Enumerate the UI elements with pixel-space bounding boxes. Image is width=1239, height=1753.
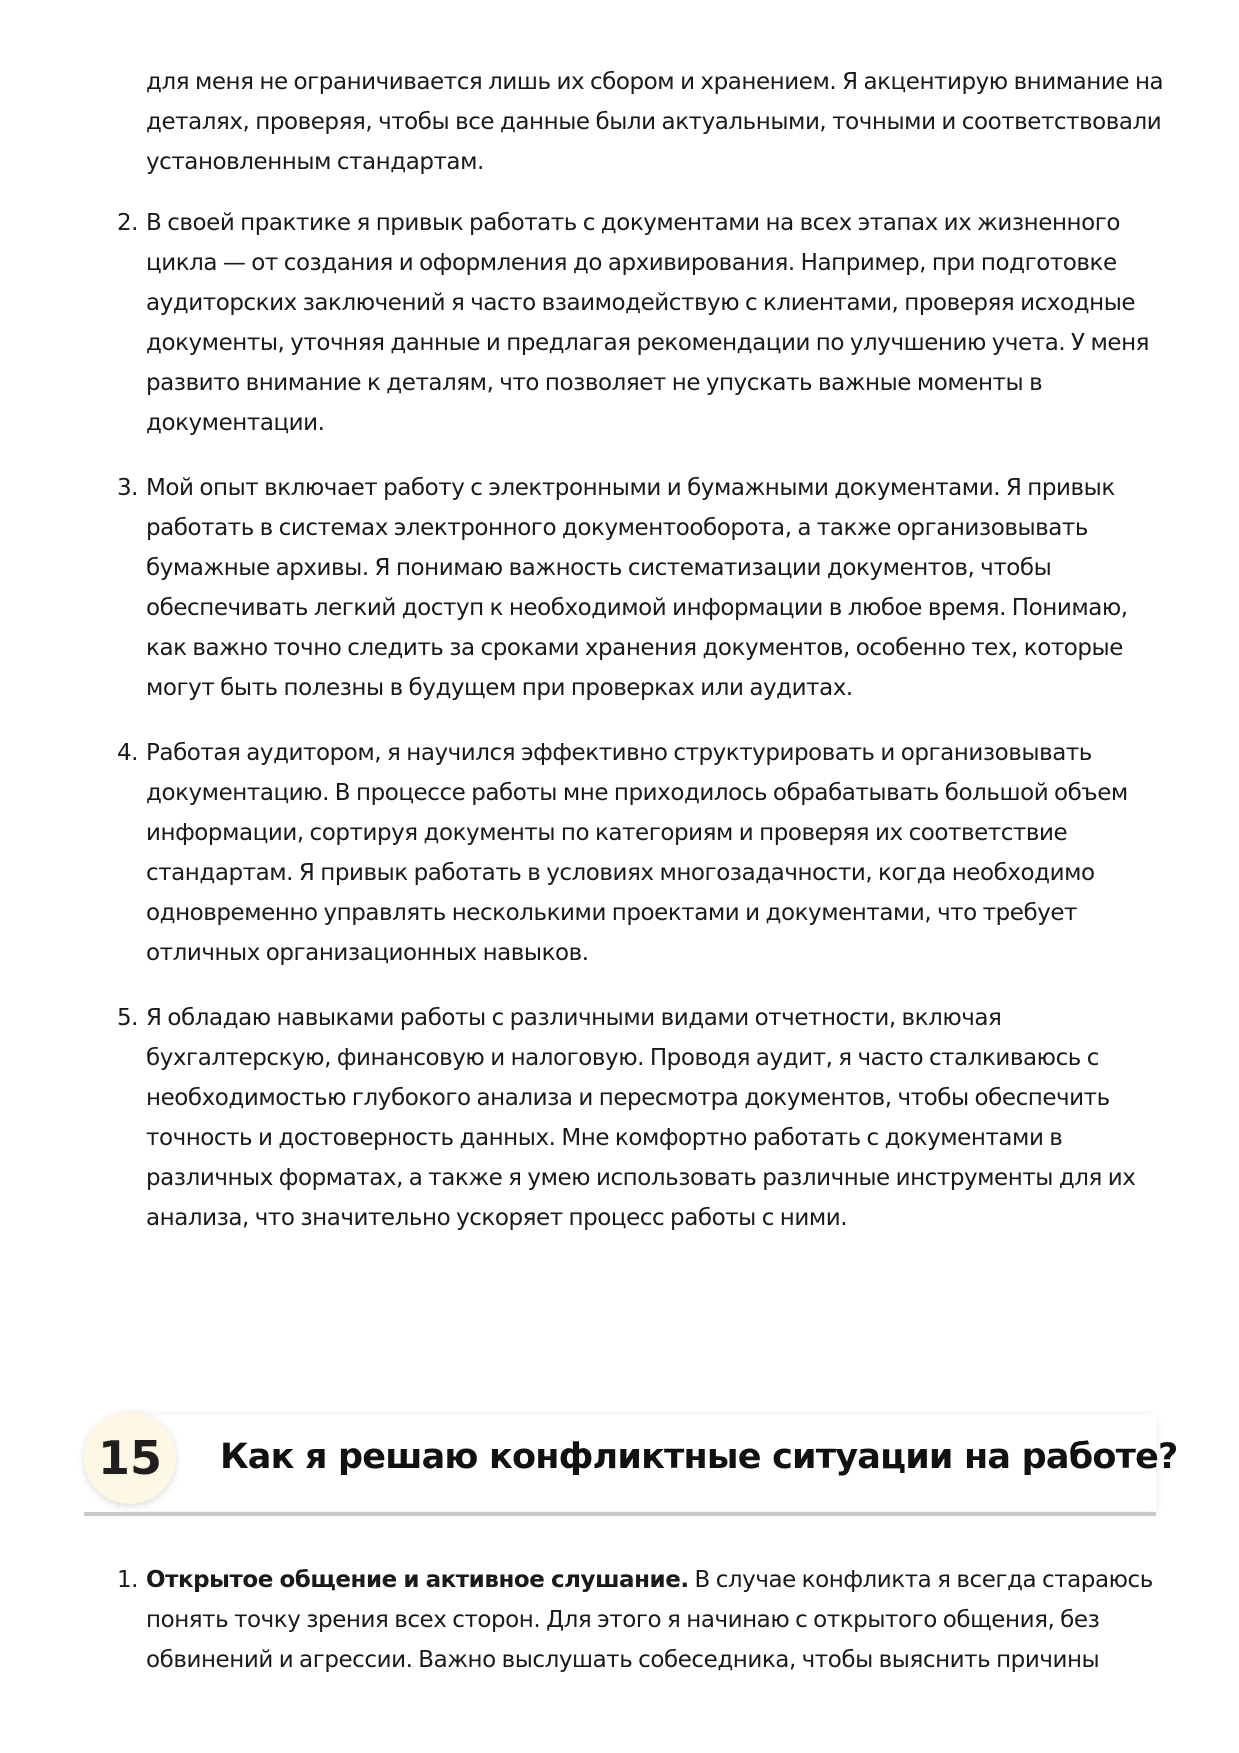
list-item-line: развито внимание к деталям, что позволяет не упускать важные моменты в [146, 370, 1043, 396]
list-item-line: документацию. В процессе работы мне приходилось обрабатывать большой объем [146, 780, 1128, 806]
list-item-line: аудиторских заключений я часто взаимодействую с клиентами, проверяя исходные [146, 290, 1136, 316]
list-item-line: цикла — от создания и оформления до архивирования. Например, при подготовке [146, 250, 1117, 276]
answers-list [117, 203, 1166, 1263]
list-item-line: анализа, что значительно ускоряет процесс работы с ними. [146, 1205, 848, 1231]
list-item-lead-rest: В случае конфликта я всегда стараюсь [688, 1567, 1153, 1593]
section-answers-list [117, 1560, 1166, 1705]
list-item [117, 733, 1166, 973]
intro-line: деталях, проверяя, чтобы все данные были актуальными, точными и соответствовали [146, 109, 1162, 135]
list-item [117, 468, 1166, 708]
section-divider [84, 1512, 1156, 1516]
section-number-badge: 15 [84, 1412, 176, 1504]
list-item-line: бумажные архивы. Я понимаю важность систематизации документов, чтобы [146, 555, 1052, 581]
list-item-line: документы, уточняя данные и предлагая рекомендации по улучшению учета. У меня [146, 330, 1150, 356]
list-item-line: одновременно управлять несколькими проектами и документами, что требует [146, 900, 1078, 926]
list-item-line: информации, сортируя документы по категориям и проверяя их соответствие [146, 820, 1068, 846]
list-item-number: 2. [117, 210, 139, 236]
intro-paragraph [146, 62, 1166, 182]
list-item-line: необходимостью глубокого анализа и пересмотра документов, чтобы обеспечить [146, 1085, 1110, 1111]
list-item [117, 203, 1166, 443]
list-item-line: Я обладаю навыками работы с различными видами отчетности, включая [146, 1005, 1002, 1031]
list-item-line: Мой опыт включает работу с электронными и бумажными документами. Я привык [146, 475, 1115, 501]
list-item-number: 4. [117, 740, 139, 766]
list-item-line: могут быть полезны в будущем при проверках или аудитах. [146, 675, 853, 701]
list-item-number: 1. [117, 1567, 139, 1593]
list-item-line: отличных организационных навыков. [146, 940, 589, 966]
section-header [84, 1412, 1178, 1516]
list-item-line: В своей практике я привык работать с документами на всех этапах их жизненного [146, 210, 1121, 236]
list-item-line: стандартам. Я привык работать в условиях многозадачности, когда необходимо [146, 860, 1095, 886]
list-item-line: понять точку зрения всех сторон. Для этого я начинаю с открытого общения, без [146, 1607, 1100, 1633]
list-item-line: обвинений и агрессии. Важно выслушать собеседника, чтобы выяснить причины [146, 1647, 1100, 1673]
list-item-line: бухгалтерскую, финансовую и налоговую. Проводя аудит, я часто сталкиваюсь с [146, 1045, 1099, 1071]
list-item [117, 1560, 1166, 1680]
list-item-line: различных форматах, а также я умею использовать различные инструменты для их [146, 1165, 1136, 1191]
list-item-line: документации. [146, 410, 325, 436]
intro-line: для меня не ограничивается лишь их сбором и хранением. Я акцентирую внимание на [146, 69, 1164, 95]
list-item-line: работать в системах электронного документооборота, а также организовывать [146, 515, 1088, 541]
section-title: Как я решаю конфликтные ситуации на работе? [220, 1437, 1178, 1477]
list-item-line: как важно точно следить за сроками хранения документов, особенно тех, которые [146, 635, 1123, 661]
list-item-line [146, 1560, 1166, 1600]
list-item-number: 5. [117, 1005, 139, 1031]
list-item-line: точность и достоверность данных. Мне комфортно работать с документами в [146, 1125, 1063, 1151]
list-item-lead: Открытое общение и активное слушание. [146, 1567, 689, 1593]
list-item [117, 998, 1166, 1238]
list-item-line: обеспечивать легкий доступ к необходимой информации в любое время. Понимаю, [146, 595, 1128, 621]
list-item-number: 3. [117, 475, 139, 501]
intro-line: установленным стандартам. [146, 149, 484, 175]
list-item-line: Работая аудитором, я научился эффективно структурировать и организовывать [146, 740, 1092, 766]
